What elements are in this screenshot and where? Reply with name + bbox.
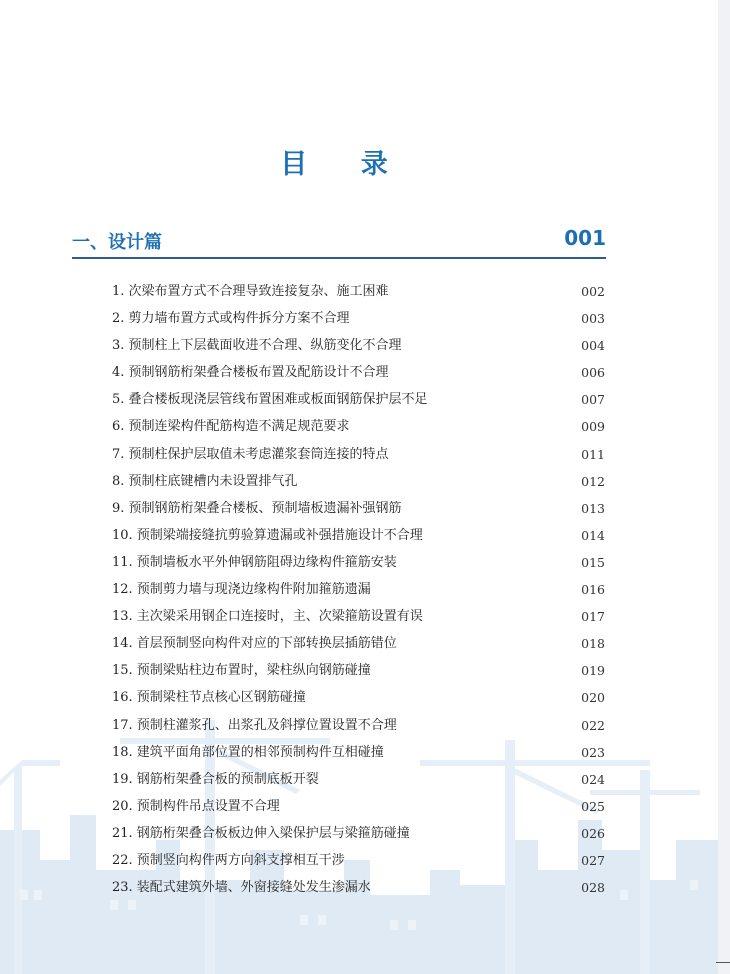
toc-entry[interactable] — [112, 662, 605, 689]
section-divider — [72, 257, 606, 259]
toc-entry[interactable] — [112, 798, 605, 825]
toc-entry-page: 004 — [581, 338, 605, 354]
toc-entry-page: 018 — [581, 636, 605, 652]
toc-entry-title: 14. 首层预制竖向构件对应的下部转换层插筋错位 — [112, 636, 397, 652]
toc-entry[interactable] — [112, 337, 605, 364]
toc-entry-page: 027 — [581, 852, 605, 868]
toc-entry-title: 12. 预制剪力墙与现浇边缘构件附加箍筋遗漏 — [112, 582, 371, 598]
toc-entry-title: 5. 叠合楼板现浇层管线布置困难或板面钢筋保护层不足 — [112, 392, 428, 408]
toc-entry-page: 019 — [581, 663, 605, 679]
toc-entry-title: 11. 预制墙板水平外伸钢筋阻碍边缘构件箍筋安装 — [112, 554, 397, 570]
toc-entry-title: 17. 预制柱灌浆孔、出浆孔及斜撑位置设置不合理 — [112, 717, 397, 733]
toc-entry-page: 028 — [581, 880, 605, 896]
toc-entry-page: 013 — [581, 500, 605, 516]
toc-entry-title: 21. 钢筋桁架叠合板板边伸入梁保护层与梁箍筋碰撞 — [112, 825, 410, 841]
crop-mark — [716, 962, 730, 963]
toc-entry-title: 16. 预制梁柱节点核心区钢筋碰撞 — [112, 690, 306, 706]
toc-entry-title: 7. 预制柱保护层取值未考虑灌浆套筒连接的特点 — [112, 446, 389, 462]
toc-entry-title: 19. 钢筋桁架叠合板的预制底板开裂 — [112, 771, 319, 787]
toc-entry-title: 4. 预制钢筋桁架叠合楼板布置及配筋设计不合理 — [112, 365, 389, 381]
toc-list — [112, 283, 605, 906]
toc-entry[interactable] — [112, 689, 605, 716]
toc-entry-title: 8. 预制柱底键槽内未设置排气孔 — [112, 473, 298, 489]
toc-entry-page: 007 — [581, 392, 605, 408]
toc-entry-title: 10. 预制梁端接缝抗剪验算遗漏或补强措施设计不合理 — [112, 527, 423, 543]
toc-entry-page: 011 — [581, 446, 605, 462]
toc-entry[interactable] — [112, 744, 605, 771]
toc-entry[interactable] — [112, 825, 605, 852]
toc-entry-page: 006 — [581, 365, 605, 381]
toc-entry-page: 023 — [581, 744, 605, 760]
toc-entry[interactable] — [112, 771, 605, 798]
toc-entry-page: 025 — [581, 798, 605, 814]
toc-entry[interactable] — [112, 879, 605, 906]
toc-entry[interactable] — [112, 446, 605, 473]
section-header — [72, 226, 606, 254]
toc-entry[interactable] — [112, 554, 605, 581]
toc-entry[interactable] — [112, 283, 605, 310]
toc-entry[interactable] — [112, 473, 605, 500]
page-title: 目 录 — [280, 149, 410, 180]
toc-entry[interactable] — [112, 608, 605, 635]
section-title: 一、设计篇 — [72, 232, 162, 253]
toc-entry-title: 2. 剪力墙布置方式或构件拆分方案不合理 — [112, 311, 350, 327]
toc-entry-title: 9. 预制钢筋桁架叠合楼板、预制墙板遗漏补强钢筋 — [112, 500, 402, 516]
toc-entry[interactable] — [112, 581, 605, 608]
toc-entry[interactable] — [112, 635, 605, 662]
toc-entry[interactable] — [112, 500, 605, 527]
toc-entry[interactable] — [112, 852, 605, 879]
toc-entry[interactable] — [112, 717, 605, 744]
toc-entry[interactable] — [112, 310, 605, 337]
toc-entry-page: 003 — [581, 311, 605, 327]
toc-entry-page: 020 — [581, 690, 605, 706]
toc-entry-page: 002 — [581, 284, 605, 299]
toc-entry-title: 6. 预制连梁构件配筋构造不满足规范要求 — [112, 419, 350, 435]
toc-entry-title: 23. 装配式建筑外墙、外窗接缝处发生渗漏水 — [112, 880, 371, 896]
toc-entry-page: 024 — [581, 771, 605, 787]
toc-entry-title: 13. 主次梁采用钢企口连接时，主、次梁箍筋设置有误 — [112, 609, 423, 625]
toc-entry[interactable] — [112, 364, 605, 391]
toc-entry-title: 22. 预制竖向构件两方向斜支撑相互干涉 — [112, 852, 345, 868]
toc-entry-page: 017 — [581, 609, 605, 625]
toc-entry-page: 026 — [581, 825, 605, 841]
toc-entry-title: 15. 预制梁贴柱边布置时，梁柱纵向钢筋碰撞 — [112, 663, 371, 679]
section-page-number: 001 — [564, 226, 606, 250]
toc-entry[interactable] — [112, 527, 605, 554]
toc-entry-page: 016 — [581, 582, 605, 598]
toc-entry-title: 20. 预制构件吊点设置不合理 — [112, 798, 280, 814]
toc-entry-page: 015 — [581, 554, 605, 570]
page-edge — [718, 0, 730, 974]
toc-entry-title: 18. 建筑平面角部位置的相邻预制构件互相碰撞 — [112, 744, 384, 760]
toc-entry-page: 014 — [581, 527, 605, 543]
toc-entry-page: 012 — [581, 473, 605, 489]
toc-entry-page: 022 — [581, 717, 605, 733]
toc-entry-title: 1. 次梁布置方式不合理导致连接复杂、施工困难 — [112, 284, 389, 299]
toc-entry[interactable] — [112, 391, 605, 418]
toc-entry[interactable] — [112, 418, 605, 445]
toc-entry-page: 009 — [581, 419, 605, 435]
toc-entry-title: 3. 预制柱上下层截面收进不合理、纵筋变化不合理 — [112, 338, 402, 354]
